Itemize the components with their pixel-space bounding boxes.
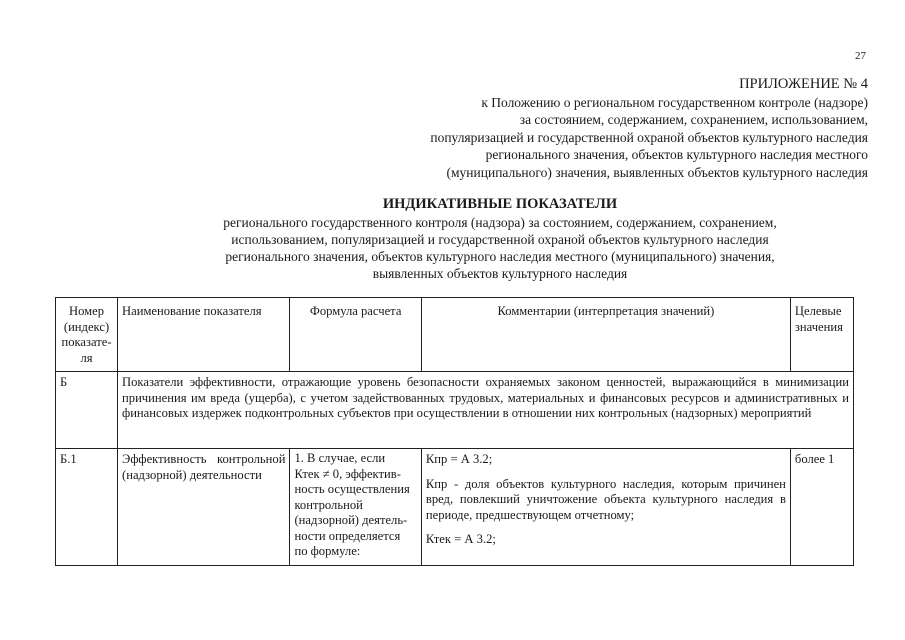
row-indicator-name: Эффективность контрольной (надзорной) деятельности bbox=[118, 449, 290, 566]
section-row bbox=[56, 372, 854, 449]
comment-formula: Кпр = А 3.2; bbox=[425, 452, 493, 466]
formula-line: контрольной bbox=[294, 497, 363, 512]
header-number: Номер (индекс) показате-ля bbox=[56, 298, 118, 372]
table-row bbox=[56, 449, 854, 566]
header-formula: Формула расчета bbox=[290, 298, 421, 372]
row-target: более 1 bbox=[790, 449, 853, 566]
appendix-line: к Положению о региональном государственном контроле (надзоре) bbox=[481, 94, 868, 110]
appendix-line: популяризацией и государственной охраной объектов культурного наследия bbox=[430, 129, 868, 145]
appendix-line: регионального значения, объектов культурного наследия местного bbox=[485, 147, 868, 162]
row-comment bbox=[421, 449, 790, 566]
formula-line: Ктек ≠ 0, эффектив- bbox=[294, 466, 401, 481]
formula-line: (надзорной) деятель- bbox=[294, 513, 408, 527]
appendix-line: (муниципального) значения, выявленных объектов культурного наследия bbox=[446, 164, 868, 180]
appendix-header bbox=[308, 76, 868, 181]
row-code: Б.1 bbox=[56, 449, 118, 566]
formula-line: ность осуществления bbox=[294, 482, 410, 496]
section-description: Показатели эффективности, отражающие уровень безопасности охраняемых законом ценностей, выражающийся в минимизации причинения им вреда (ущерба), с учетом задействованных трудовых, материальных и финансовых ресурсов и административных и финансовых издержек подконтрольных субъектов при осуществлении в отношении них контрольных (надзорных) мероприятий bbox=[118, 372, 854, 449]
subtitle-line: регионального государственного контроля (надзора) за состоянием, содержанием, сохранением, bbox=[223, 215, 777, 230]
formula-line: 1. В случае, если bbox=[294, 451, 386, 465]
formula-line: ности определяется bbox=[294, 528, 401, 543]
formula-line: по формуле: bbox=[294, 544, 361, 558]
document-title: ИНДИКАТИВНЫЕ ПОКАЗАТЕЛИ bbox=[382, 196, 618, 212]
page-number: 27 bbox=[855, 50, 866, 62]
header-target: Целевые значения bbox=[790, 298, 853, 372]
comment-formula: Ктек = А 3.2; bbox=[425, 532, 496, 546]
table-header-row bbox=[56, 298, 854, 372]
document-subtitle bbox=[160, 214, 840, 282]
header-comment: Комментарии (интерпретация значений) bbox=[421, 298, 790, 372]
indicators-table bbox=[55, 297, 854, 566]
appendix-title: ПРИЛОЖЕНИЕ № 4 bbox=[739, 76, 868, 92]
section-code: Б bbox=[56, 372, 118, 449]
subtitle-line: регионального значения, объектов культурного наследия местного (муниципального) значения, bbox=[225, 249, 775, 264]
header-name: Наименование показателя bbox=[118, 298, 290, 372]
comment-description: Кпр - доля объектов культурного наследия, которым причинен вред, повлекший уничтожение объекта культурного наследия в периоде, предшествующем отчетному; bbox=[425, 476, 786, 522]
appendix-line: за состоянием, содержанием, сохранением, использованием, bbox=[519, 112, 868, 127]
row-formula bbox=[290, 449, 421, 566]
subtitle-line: использованием, популяризацией и государственной охраной объектов культурного наследия bbox=[231, 232, 769, 247]
subtitle-line: выявленных объектов культурного наследия bbox=[372, 266, 628, 281]
